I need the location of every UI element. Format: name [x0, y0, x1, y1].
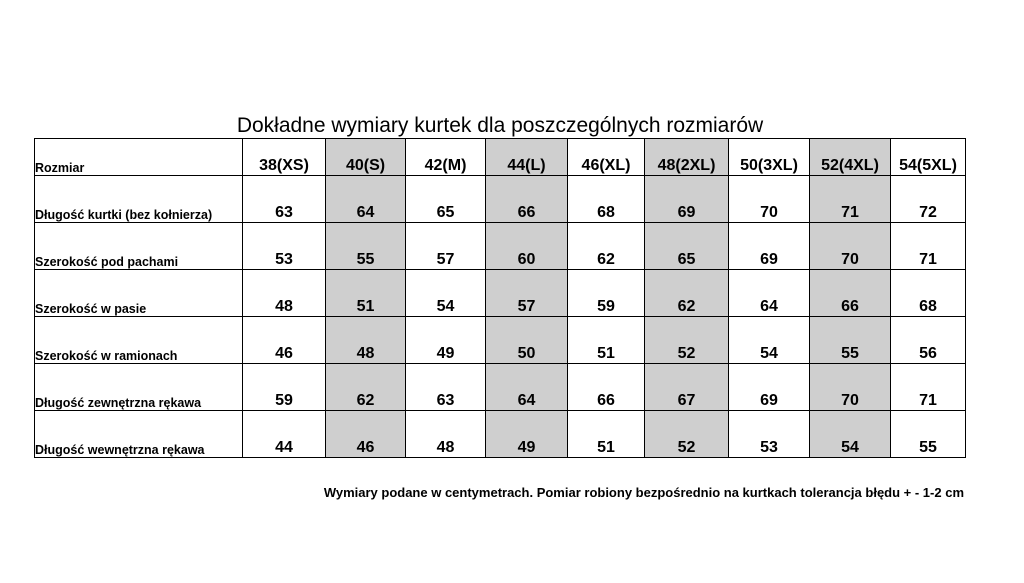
table-cell: 63 — [406, 364, 486, 411]
table-cell: 64 — [486, 364, 568, 411]
table-cell: 68 — [568, 176, 645, 223]
table-cell: 71 — [810, 176, 891, 223]
table-cell: 66 — [810, 270, 891, 317]
table-cell: 66 — [486, 176, 568, 223]
table-cell: 55 — [891, 411, 966, 458]
size-chart-table — [34, 138, 966, 458]
table-row — [35, 176, 966, 223]
table-cell: 59 — [568, 270, 645, 317]
table-cell: 51 — [568, 317, 645, 364]
row-label: Szerokość pod pachami — [35, 223, 243, 270]
table-cell: 64 — [729, 270, 810, 317]
table-cell: 71 — [891, 364, 966, 411]
table-cell: 69 — [645, 176, 729, 223]
table-cell: 54 — [729, 317, 810, 364]
table-cell: 57 — [406, 223, 486, 270]
size-header: 42(M) — [406, 139, 486, 176]
size-header: 38(XS) — [243, 139, 326, 176]
row-label: Szerokość w ramionach — [35, 317, 243, 364]
table-cell: 48 — [406, 411, 486, 458]
table-cell: 66 — [568, 364, 645, 411]
table-cell: 60 — [486, 223, 568, 270]
table-cell: 49 — [406, 317, 486, 364]
table-cell: 44 — [243, 411, 326, 458]
table-cell: 72 — [891, 176, 966, 223]
table-cell: 54 — [406, 270, 486, 317]
header-label: Rozmiar — [35, 139, 243, 176]
size-header: 54(5XL) — [891, 139, 966, 176]
table-row — [35, 411, 966, 458]
table-cell: 70 — [810, 364, 891, 411]
table-cell: 57 — [486, 270, 568, 317]
table-cell: 62 — [326, 364, 406, 411]
table-cell: 71 — [891, 223, 966, 270]
table-cell: 48 — [326, 317, 406, 364]
table-cell: 46 — [243, 317, 326, 364]
table-cell: 48 — [243, 270, 326, 317]
table-cell: 64 — [326, 176, 406, 223]
table-cell: 49 — [486, 411, 568, 458]
size-header: 40(S) — [326, 139, 406, 176]
table-cell: 54 — [810, 411, 891, 458]
table-cell: 62 — [645, 270, 729, 317]
table-cell: 52 — [645, 411, 729, 458]
table-cell: 52 — [645, 317, 729, 364]
table-cell: 56 — [891, 317, 966, 364]
table-cell: 65 — [645, 223, 729, 270]
measurement-note: Wymiary podane w centymetrach. Pomiar robiony bezpośrednio na kurtkach tolerancja błędu + - 1-2 cm — [323, 485, 964, 500]
page-title: Dokładne wymiary kurtek dla poszczególnych rozmiarów — [236, 114, 764, 137]
table-cell: 53 — [729, 411, 810, 458]
table-cell: 69 — [729, 223, 810, 270]
table-row — [35, 270, 966, 317]
table-row — [35, 364, 966, 411]
table-cell: 46 — [326, 411, 406, 458]
table-cell: 69 — [729, 364, 810, 411]
table-cell: 55 — [326, 223, 406, 270]
row-label: Długość wewnętrzna rękawa — [35, 411, 243, 458]
table-row — [35, 317, 966, 364]
table-cell: 67 — [645, 364, 729, 411]
table-row — [35, 223, 966, 270]
size-header: 44(L) — [486, 139, 568, 176]
table-cell: 63 — [243, 176, 326, 223]
size-header: 52(4XL) — [810, 139, 891, 176]
table-cell: 51 — [326, 270, 406, 317]
table-cell: 65 — [406, 176, 486, 223]
table-cell: 59 — [243, 364, 326, 411]
size-header: 46(XL) — [568, 139, 645, 176]
table-cell: 70 — [729, 176, 810, 223]
row-label: Długość zewnętrzna rękawa — [35, 364, 243, 411]
table-cell: 68 — [891, 270, 966, 317]
table-header-row — [35, 139, 966, 176]
size-header: 50(3XL) — [729, 139, 810, 176]
table-cell: 53 — [243, 223, 326, 270]
table-cell: 70 — [810, 223, 891, 270]
row-label: Szerokość w pasie — [35, 270, 243, 317]
table-cell: 51 — [568, 411, 645, 458]
size-header: 48(2XL) — [645, 139, 729, 176]
row-label: Długość kurtki (bez kołnierza) — [35, 176, 243, 223]
table-cell: 62 — [568, 223, 645, 270]
table-cell: 50 — [486, 317, 568, 364]
table-cell: 55 — [810, 317, 891, 364]
